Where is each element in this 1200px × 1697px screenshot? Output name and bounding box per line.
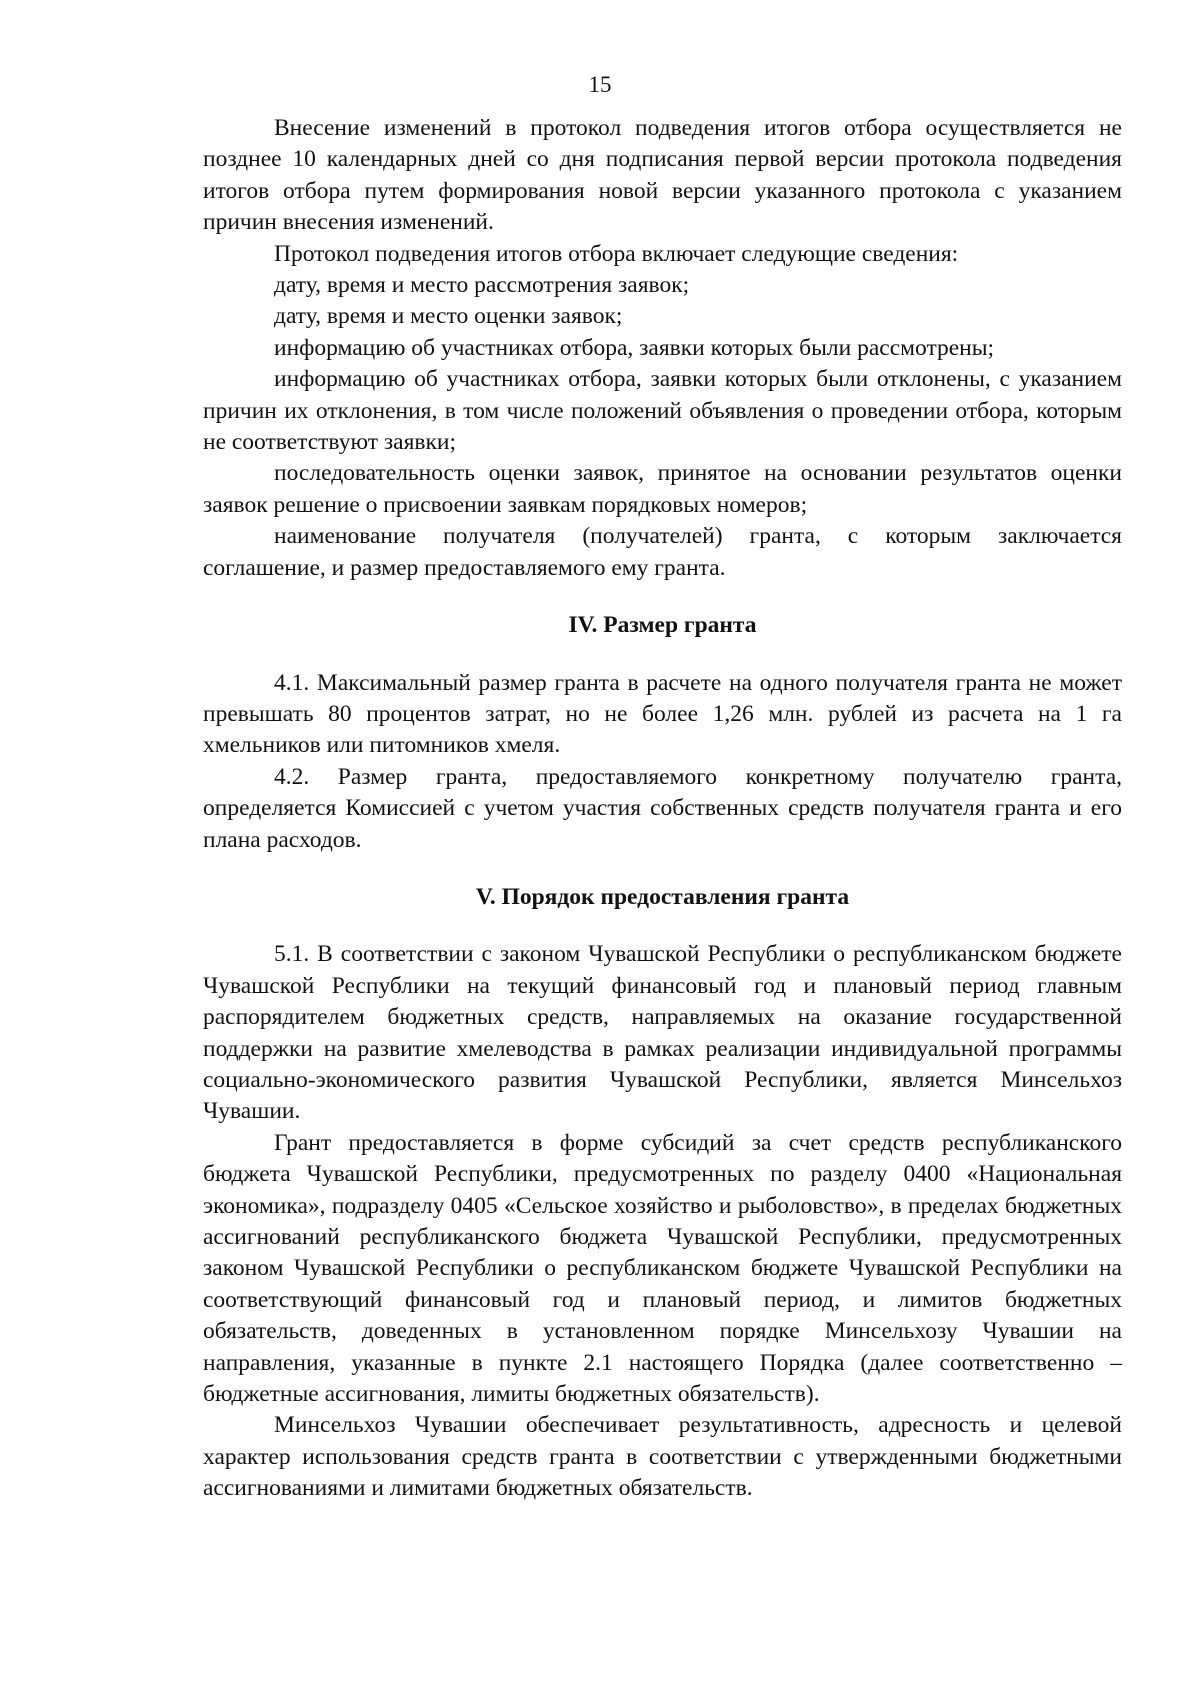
page-number: 15 xyxy=(588,72,612,97)
list-item-reviewed-participants: информацию об участниках отбора, заявки которых были рассмотрены; xyxy=(274,334,995,361)
list-item-evaluation-date: дату, время и место оценки заявок; xyxy=(274,303,623,330)
list-item-grant-recipient: наименование получателя (получателей) гранта, с которым заключается соглашение, и размер предоставляемого ему гранта. xyxy=(203,523,1122,581)
list-item-evaluation-sequence: последовательность оценки заявок, принятое на основании результатов оценки заявок решение о присвоении заявкам порядковых номеров; xyxy=(203,460,1122,518)
paragraph-protocol-changes: Внесение изменений в протокол подведения итогов отбора осуществляется не позднее 10 календарных дней со дня подписания первой версии протокола подведения итогов отбора путем формирования новой версии указанного протокола с указанием причин внесения изменений. xyxy=(203,115,1122,236)
paragraph-ministry-responsibility: Минсельхоз Чувашии обеспечивает результативность, адресность и целевой характер использования средств гранта в соответствии с утвержденными бюджетными ассигнованиями и лимитами бюджетных обязательств. xyxy=(203,1412,1122,1502)
paragraph-4-1: 4.1. Максимальный размер гранта в расчете на одного получателя гранта не может превышать 80 процентов затрат, но не более 1,26 млн. рублей из расчета на 1 га хмельников или питомников хмеля. xyxy=(203,669,1122,759)
list-item-rejected-participants: информацию об участниках отбора, заявки которых были отклонены, с указанием причин их отклонения, в том числе положений объявления о проведении отбора, которым не соответствуют заявки; xyxy=(203,366,1122,456)
paragraph-protocol-contents: Протокол подведения итогов отбора включает следующие сведения: xyxy=(274,240,959,267)
section-heading-grant-procedure: V. Порядок предоставления гранта xyxy=(475,883,850,910)
paragraph-5-1: 5.1. В соответствии с законом Чувашской Республики о республиканском бюджете Чувашской Республики на текущий финансовый год и плановый период главным распорядителем бюджетных средств, направляемых на оказание государственной поддержки на развитие хмелеводства в рамках реализации индивидуальной программы социально-экономического развития Чувашской Республики, является Минсельхоз Чувашии. xyxy=(203,941,1122,1125)
section-heading-grant-size: IV. Размер гранта xyxy=(568,612,757,639)
paragraph-4-2: 4.2. Размер гранта, предоставляемого конкретному получателю гранта, определяется Комиссией с учетом участия собственных средств получателя гранта и его плана расходов. xyxy=(203,763,1122,853)
list-item-review-date: дату, время и место рассмотрения заявок; xyxy=(274,272,690,299)
document-body xyxy=(203,113,1122,1505)
paragraph-grant-funding: Грант предоставляется в форме субсидий за счет средств республиканского бюджета Чувашской Республики, предусмотренных по разделу 0400 «Национальная экономика», подразделу 0405 «Сельское хозяйство и рыболовство», в пределах бюджетных ассигнований республиканского бюджета Чувашской Республики, предусмотренных законом Чувашской Республики о республиканском бюджете Чувашской Республики на соответствующий финансовый год и плановый период, и лимитов бюджетных обязательств, доведенных в установленном порядке Минсельхозу Чувашии на направления, указанные в пункте 2.1 настоящего Порядка (далее соответственно – бюджетные ассигнования, лимиты бюджетных обязательств). xyxy=(203,1129,1122,1408)
